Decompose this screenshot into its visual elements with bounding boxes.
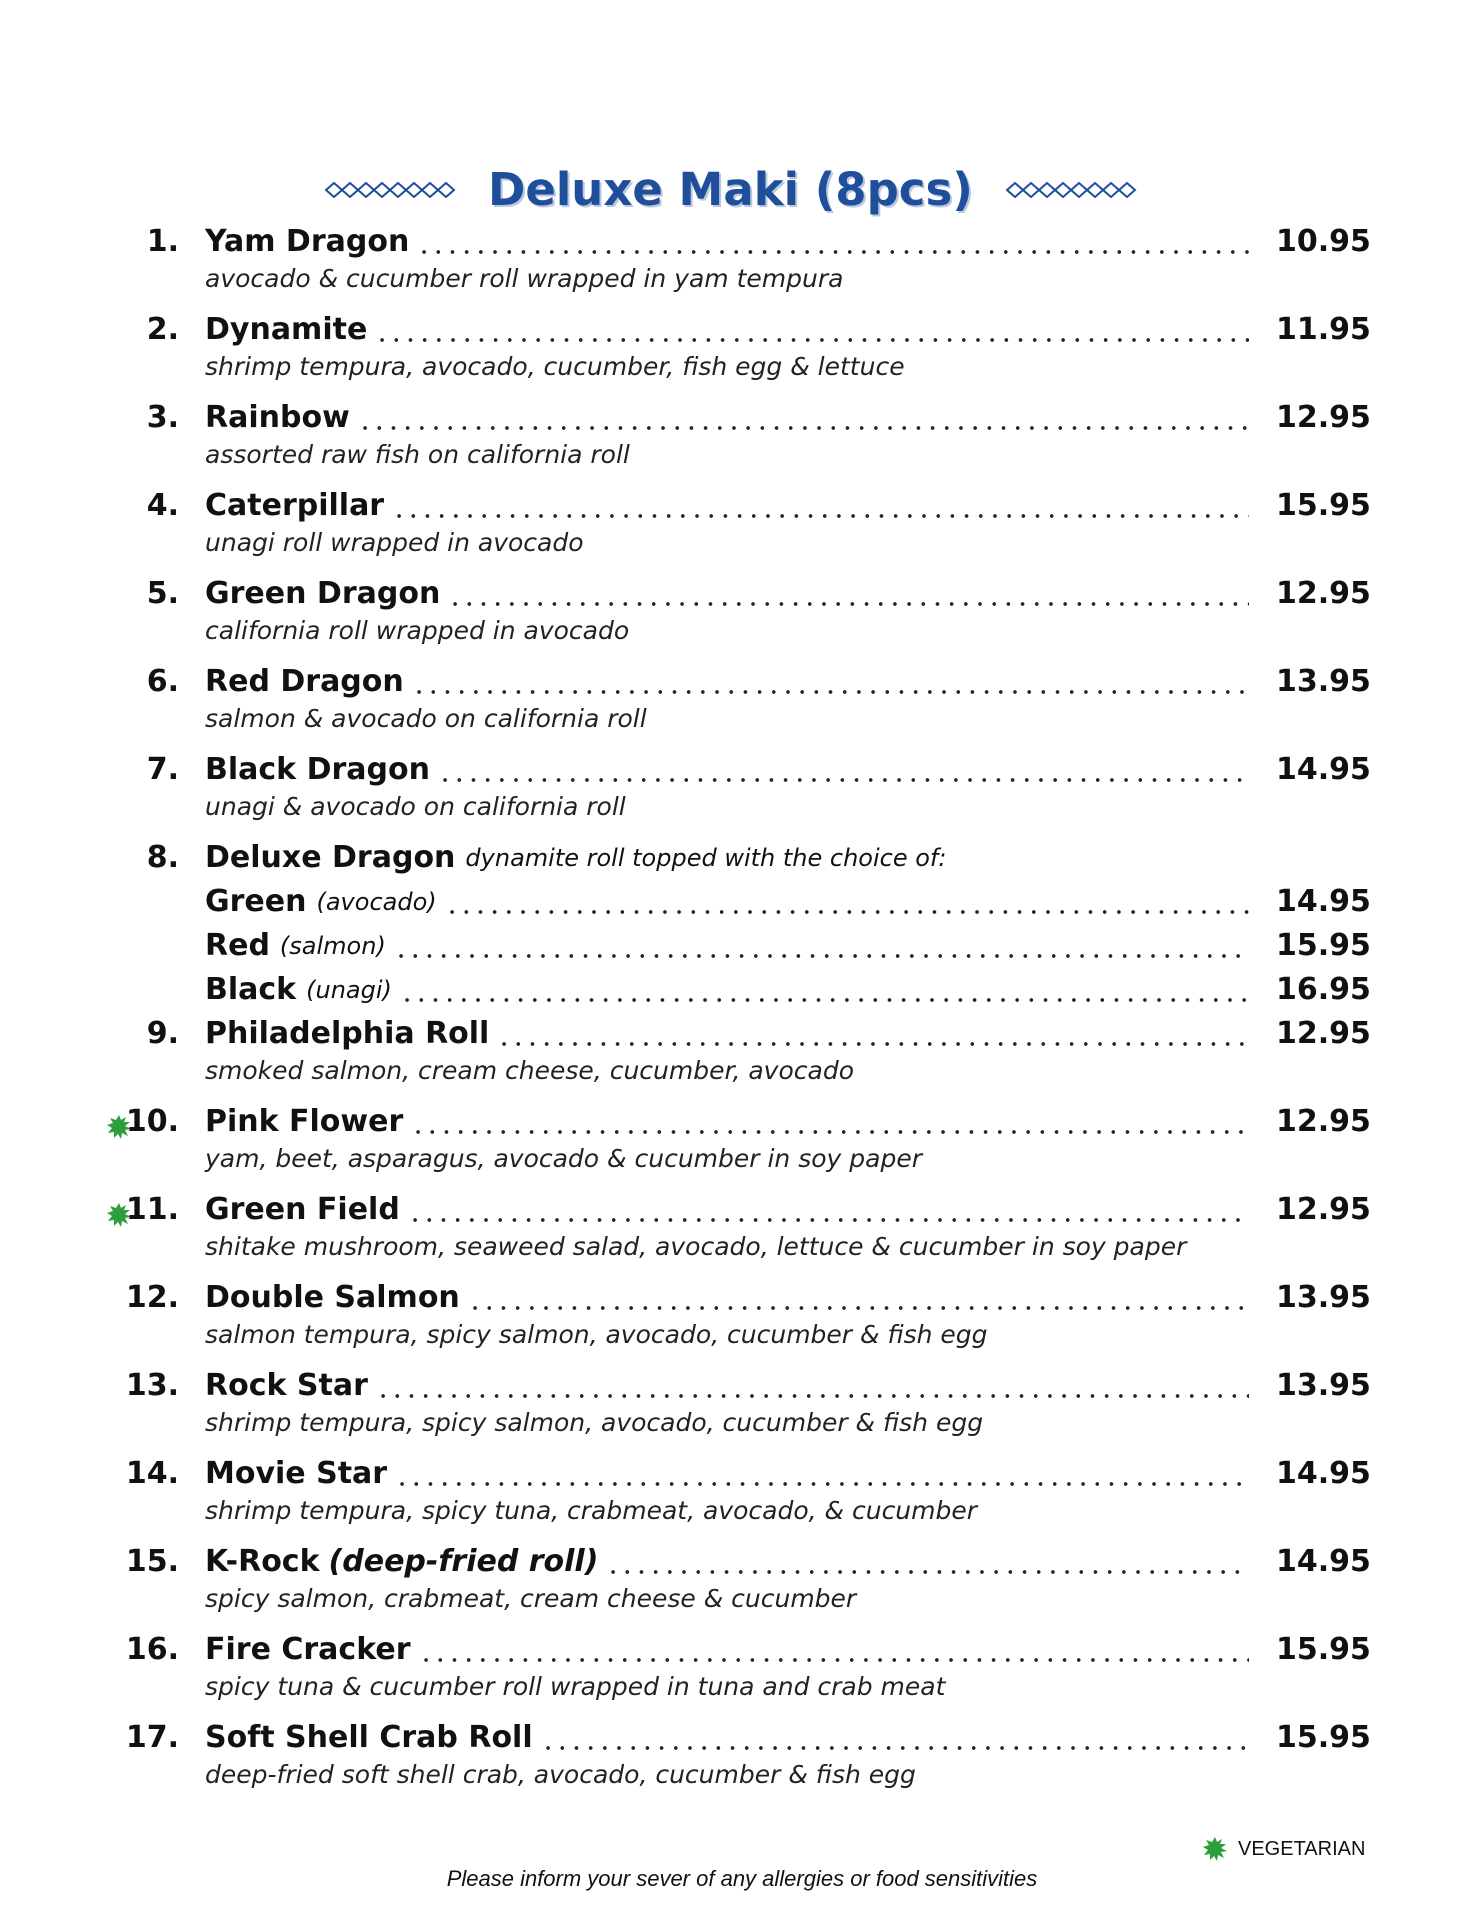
item-name: Movie Star [205,1456,388,1491]
menu-item [0,750,1484,790]
dot-leader [419,1634,1250,1664]
item-description: spicy tuna & cucumber roll wrapped in tuna and crab meat [205,1672,946,1701]
item-price: 14.95 [1276,1456,1371,1491]
item-price: 12.95 [1276,576,1371,611]
menu-item-deluxe-dragon [0,838,1484,878]
item-description: yam, beet, asparagus, avocado & cucumber in soy paper [205,1144,923,1173]
vegetarian-legend-icon [1202,1836,1228,1862]
item-price: 12.95 [1276,1192,1371,1227]
dot-leader [541,1722,1249,1752]
item-description: unagi & avocado on california roll [205,792,626,821]
item-description: salmon & avocado on california roll [205,704,647,733]
item-price: 13.95 [1276,1280,1371,1315]
dot-leader [497,1018,1249,1048]
item-number: 12. [125,1280,179,1315]
option-name: Black [205,972,297,1007]
item-number: 16. [125,1632,179,1667]
item-price: 13.95 [1276,1368,1371,1403]
item-price: 14.95 [1276,752,1371,787]
item-number: 5. [146,576,179,611]
dot-leader [408,1194,1249,1224]
item-description: shitake mushroom, seaweed salad, avocado, lettuce & cucumber in soy paper [205,1232,1187,1261]
item-description: shrimp tempura, avocado, cucumber, fish egg & lettuce [205,352,905,381]
dot-leader [392,490,1249,520]
option-name: Green [205,884,307,919]
item-price: 14.95 [1276,1544,1371,1579]
item-price: 15.95 [1276,488,1371,523]
item-name: Pink Flower [205,1104,404,1139]
item-price: 15.95 [1276,1720,1371,1755]
dot-leader [412,666,1249,696]
dot-leader [411,1106,1249,1136]
option-note: (unagi) [306,976,392,1004]
item-name: Fire Cracker [205,1632,411,1667]
item-price: 10.95 [1276,224,1371,259]
item-number: 15. [125,1544,179,1579]
item-name: Red Dragon [205,664,404,699]
deluxe-option [0,882,1484,922]
item-description: shrimp tempura, spicy tuna, crabmeat, avocado, & cucumber [205,1496,978,1525]
item-description: salmon tempura, spicy salmon, avocado, cucumber & fish egg [205,1320,988,1349]
menu-item [0,310,1484,350]
menu-item [0,398,1484,438]
deluxe-option [0,970,1484,1010]
item-name: Soft Shell Crab Roll [205,1720,533,1755]
item-name-suffix: (deep-fried roll) [328,1544,599,1579]
item-description: smoked salmon, cream cheese, cucumber, avocado [205,1056,854,1085]
dot-leader [448,578,1249,608]
item-description: california roll wrapped in avocado [205,616,630,645]
item-number: 3. [146,400,179,435]
option-note: (salmon) [279,932,386,960]
option-price: 14.95 [1276,884,1371,919]
deluxe-option [0,926,1484,966]
item-number: 13. [125,1368,179,1403]
dot-leader [468,1282,1249,1312]
item-number: 6. [146,664,179,699]
item-description: unagi roll wrapped in avocado [205,528,584,557]
item-name: Deluxe Dragon [205,840,456,875]
vegetarian-legend [1202,1834,1365,1864]
dot-leader [358,402,1249,432]
menu-item [0,1630,1484,1670]
menu-item [0,1718,1484,1758]
item-name: Green Dragon [205,576,441,611]
dot-leader [438,754,1249,784]
item-price: 11.95 [1276,312,1371,347]
option-price: 16.95 [1276,972,1371,1007]
menu-item [0,1454,1484,1494]
menu-item [0,1366,1484,1406]
dot-leader [375,314,1249,344]
item-price: 12.95 [1276,400,1371,435]
item-number: 11. [125,1192,179,1227]
dot-leader [445,886,1249,916]
item-name: Rainbow [205,400,350,435]
item-name: Rock Star [205,1368,368,1403]
item-number: 7. [146,752,179,787]
item-price: 12.95 [1276,1016,1371,1051]
item-name: Double Salmon [205,1280,460,1315]
item-description: spicy salmon, crabmeat, cream cheese & cucumber [205,1584,857,1613]
dot-leader [606,1546,1249,1576]
item-number: 1. [146,224,179,259]
menu-item [0,574,1484,614]
legend-label: VEGETARIAN [1238,1837,1366,1860]
item-description: deep-fried soft shell crab, avocado, cucumber & fish egg [205,1760,916,1789]
page-title: Deluxe Maki (8pcs) [488,163,973,216]
item-name: Black Dragon [205,752,430,787]
item-number: 9. [146,1016,179,1051]
item-number: 10. [125,1104,179,1139]
menu-item [0,662,1484,702]
menu-item [0,1278,1484,1318]
menu-item [0,486,1484,526]
item-name: Yam Dragon [205,224,410,259]
item-number: 17. [125,1720,179,1755]
item-name: Caterpillar [205,488,385,523]
option-note: (avocado) [316,888,437,916]
item-number: 14. [125,1456,179,1491]
dot-leader [394,930,1249,960]
menu-item [0,222,1484,262]
item-description: shrimp tempura, spicy salmon, avocado, cucumber & fish egg [205,1408,984,1437]
item-name: Green Field [205,1192,400,1227]
dot-leader [417,226,1249,256]
item-name: K-Rock [205,1544,320,1579]
option-name: Red [205,928,270,963]
allergy-notice: Please inform your sever of any allergies or food sensitivities [446,1866,1038,1891]
dot-leader [376,1370,1249,1400]
dot-leader [400,974,1249,1004]
item-description: assorted raw fish on california roll [205,440,630,469]
menu-item [0,1014,1484,1054]
menu-item [0,1542,1484,1582]
dot-leader [395,1458,1249,1488]
item-price: 15.95 [1276,1632,1371,1667]
item-description: avocado & cucumber roll wrapped in yam tempura [205,264,844,293]
item-number: 8. [146,840,179,875]
item-price: 13.95 [1276,664,1371,699]
item-number: 2. [146,312,179,347]
item-price: 12.95 [1276,1104,1371,1139]
option-price: 15.95 [1276,928,1371,963]
item-number: 4. [146,488,179,523]
menu-item [0,1190,1484,1230]
item-note: dynamite roll topped with the choice of: [465,844,947,872]
item-name: Philadelphia Roll [205,1016,490,1051]
menu-item [0,1102,1484,1142]
item-name: Dynamite [205,312,368,347]
